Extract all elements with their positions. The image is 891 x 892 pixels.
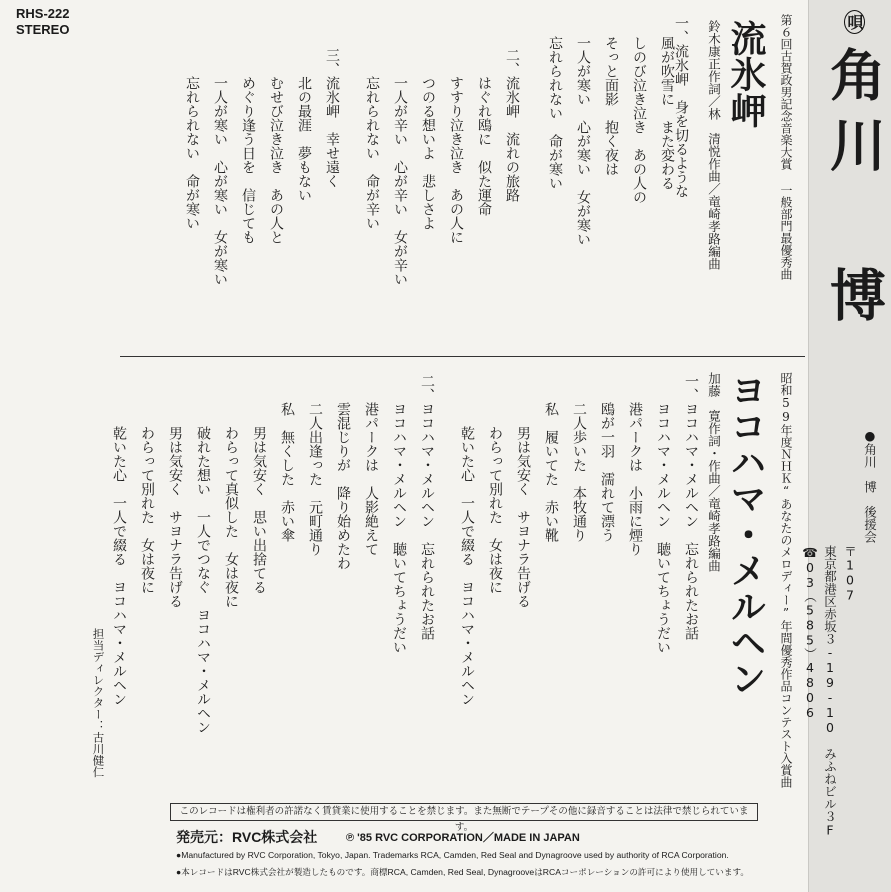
lyric-line: 男は気安く サヨナラ告げる bbox=[515, 426, 531, 608]
stereo-label: STEREO bbox=[16, 22, 70, 37]
footer-manufactured: ●Manufactured by RVC Corporation, Tokyo, Japan. Trademarks RCA, Camden, Red Seal and Dynagroove used by authority of RCA Corporation. bbox=[176, 850, 729, 860]
fanclub-tel: ☎03（585）4806 bbox=[802, 545, 818, 720]
lyric-line: 港パークは 小雨に煙り bbox=[627, 402, 643, 556]
lyric-line: 一、流氷岬 身を切るような bbox=[673, 16, 689, 198]
lyric-line: むせび泣き泣き あの人と bbox=[268, 76, 284, 244]
lyric-line: しのび泣き泣き あの人の bbox=[631, 36, 647, 204]
catalog-block bbox=[6, 6, 69, 38]
legal-notice: このレコードは権利者の許諾なく賃貸業に使用することを禁じます。また無断でテープその他に録音することは法律で禁じられています。 bbox=[170, 803, 758, 821]
lyric-line: 私 履いてた 赤い靴 bbox=[543, 402, 559, 542]
lyric-line: 三、流氷岬 幸せ遠く bbox=[324, 48, 340, 188]
lyric-line: すすり泣き泣き あの人に bbox=[448, 76, 464, 244]
lyric-line: 港パークは 人影絶えて bbox=[363, 402, 379, 556]
song1-title: 流氷岬 bbox=[725, 20, 767, 128]
lyric-line: 乾いた心 一人で綴る ヨコハマ・メルヘン bbox=[459, 426, 475, 706]
lyric-line: 忘れられない 命が寒い bbox=[547, 36, 563, 190]
lyric-line: めぐり逢う日を 信じても bbox=[240, 76, 256, 244]
lyric-line: 忘れられない 命が寒い bbox=[184, 76, 200, 230]
lyric-line: 一人が辛い 心が辛い 女が辛い bbox=[392, 76, 408, 286]
section-divider bbox=[120, 356, 805, 357]
fanclub-address: 東京都港区赤坂３-19-10 みふねビル３F bbox=[822, 545, 838, 838]
artist-name: 角川 博 bbox=[821, 46, 887, 336]
footer-trademark: ●本レコードはRVC株式会社が製造したものです。商標RCA, Camden, Red Seal, DynagrooveはRCAコーポレーションの許可により使用しています。 bbox=[176, 867, 749, 877]
song2-title: ヨコハマ・メルヘン bbox=[725, 372, 767, 696]
lyric-line: わらって真似した 女は夜に bbox=[223, 426, 239, 608]
lyric-line: わらって別れた 女は夜に bbox=[487, 426, 503, 594]
lyric-line: つのる想いよ 悲しさよ bbox=[420, 76, 436, 230]
artist-name-block bbox=[821, 10, 887, 336]
lyric-line: 忘れられない 命が辛い bbox=[364, 76, 380, 230]
lyric-line: 男は気安く 思い出捨てる bbox=[251, 426, 267, 594]
lyric-line: はぐれ鴎に 似た運命 bbox=[476, 76, 492, 216]
song1-credits: 鈴木康正作詞／林 清悦作曲／竜崎孝路編曲 bbox=[706, 20, 722, 270]
lyric-line: 風が吹雪に また変わる bbox=[659, 36, 675, 190]
lyric-line: 破れた想い 一人でつなぐ ヨコハマ・メルヘン bbox=[195, 426, 211, 734]
copyright: ℗ '85 RVC CORPORATION／MADE IN JAPAN bbox=[346, 832, 580, 844]
lyric-line: 二人出逢った 元町通り bbox=[307, 402, 323, 556]
lyric-line: ヨコハマ・メルヘン 聴いてちょうだい bbox=[655, 402, 671, 654]
lyric-line: 北の最涯 夢もない bbox=[296, 76, 312, 202]
lyric-line: 男は気安く サヨナラ告げる bbox=[167, 426, 183, 608]
lyric-line: 雲混じりが 降り始めたわ bbox=[335, 402, 351, 570]
lyric-line: わらって別れた 女は夜に bbox=[139, 426, 155, 594]
lyric-line: 一人が寒い 心が寒い 女が寒い bbox=[575, 36, 591, 246]
lyric-line: 私 無くした 赤い傘 bbox=[279, 402, 295, 542]
song1-award: 第６回古賀政男記念音楽大賞 一般部門最優秀曲 bbox=[779, 14, 793, 280]
lyric-line: 一人が寒い 心が寒い 女が寒い bbox=[212, 76, 228, 286]
lyric-line: そっと面影 抱く夜は bbox=[603, 36, 619, 176]
lyric-line: 鴎が一羽 濡れて漂う bbox=[599, 402, 615, 542]
uta-mark: 唄 bbox=[844, 10, 865, 34]
lyric-line: 二人歩いた 本牧通り bbox=[571, 402, 587, 542]
lyric-line: 乾いた心 一人で綴る ヨコハマ・メルヘン bbox=[111, 426, 127, 706]
seller: 発売元：RVC株式会社 bbox=[176, 829, 318, 845]
director-credit: 担当ディレクター：古川健仁 bbox=[91, 628, 106, 778]
lyric-line: ヨコハマ・メルヘン 聴いてちょうだい bbox=[391, 402, 407, 654]
fanclub-zip: 〒107 bbox=[842, 545, 858, 603]
lyric-line: 二、ヨコハマ・メルヘン 忘れられたお話 bbox=[419, 374, 435, 640]
lyric-line: 二、流氷岬 流れの旅路 bbox=[504, 48, 520, 202]
lyric-line: 一、ヨコハマ・メルヘン 忘れられたお話 bbox=[683, 374, 699, 640]
song2-credits: 加藤 寛作詞・作曲／竜崎孝路編曲 bbox=[706, 372, 722, 572]
fanclub-title: ●角川 博 後援会 bbox=[862, 428, 878, 543]
catalog-number: RHS-222 bbox=[16, 6, 70, 21]
song2-award: 昭和59年度ＮＨＫ“あなたのメロディー”年間優秀作品コンテスト入賞曲 bbox=[779, 372, 793, 788]
